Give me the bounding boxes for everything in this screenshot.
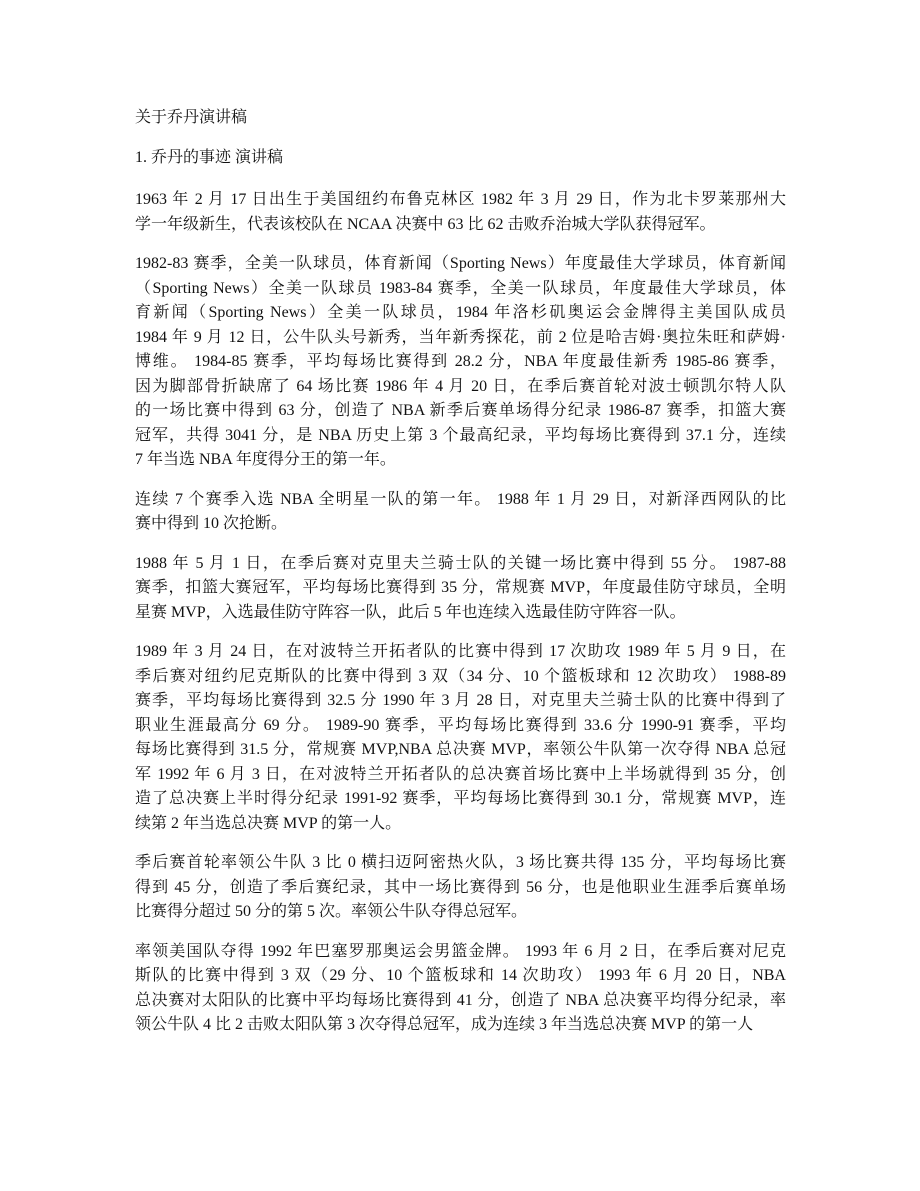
paragraph-line: 1988 年 5 月 1 日，在季后赛对克里夫兰骑士队的关键一场比赛中得到 55 分。 1987-88 (135, 554, 786, 572)
paragraph-line: 赛季，扣篮大赛冠军，平均每场比赛得到 35 分，常规赛 MVP，年度最佳防守球员，全明 (135, 579, 786, 596)
paragraph-line: 每场比赛得到 31.5 分，常规赛 MVP,NBA 总决赛 MVP，率领公牛队第一次夺得 NBA 总冠 (135, 741, 786, 758)
paragraph-line: 赛中得到 10 次抢断。 (135, 515, 288, 532)
paragraph (135, 851, 786, 925)
paragraph-line: 学一年级新生，代表该校队在 NCAA 决赛中 63 比 62 击败乔治城大学队获得冠军。 (135, 215, 716, 233)
paragraph-line: 连续 7 个赛季入选 NBA 全明星一队的第一年。 1988 年 1 月 29 日，对新泽西网队的比 (135, 490, 786, 508)
paragraph-line: 职业生涯最高分 69 分。 1989-90 赛季，平均每场比赛得到 33.6 分 1990-91 赛季，平均 (135, 716, 786, 734)
paragraph-line: 季后赛首轮率领公牛队 3 比 0 横扫迈阿密热火队，3 场比赛共得 135 分，平均每场比赛 (135, 854, 786, 871)
paragraph-line: 1982-83 赛季，全美一队球员，体育新闻（Sporting News）年度最佳大学球员，体育新闻 (135, 255, 786, 272)
paragraph (135, 940, 786, 1038)
paragraph-line: 领公牛队 4 比 2 击败太阳队第 3 次夺得总冠军，成为连续 3 年当选总决赛 MVP 的第一人 (135, 1016, 754, 1033)
paragraph (135, 552, 786, 626)
paragraph (135, 488, 786, 537)
paragraph-line: 冠军，共得 3041 分，是 NBA 历史上第 3 个最高纪录，平均每场比赛得到 37.1 分，连续 (135, 426, 786, 444)
paragraph-line: 7 年当选 NBA 年度得分王的第一年。 (135, 451, 396, 468)
paragraph-line: 1989 年 3 月 24 日，在对波特兰开拓者队的比赛中得到 17 次助攻 1989 年 5 月 9 日，在 (135, 643, 786, 660)
paragraph-line: 育新闻（Sporting News）全美一队球员，1984 年洛杉矶奥运会金牌得主美国队成员 (135, 304, 786, 321)
paragraph-line: 因为脚部骨折缺席了 64 场比赛 1986 年 4 月 20 日，在季后赛首轮对波士顿凯尔特人队 (135, 377, 786, 395)
paragraph-line: 季后赛对纽约尼克斯队的比赛中得到 3 双（34 分、10 个篮板球和 12 次助攻） 1988-89 (135, 667, 786, 685)
paragraph-line: 率领美国队夺得 1992 年巴塞罗那奥运会男篮金牌。 1993 年 6 月 2 日，在季后赛对尼克 (135, 942, 786, 960)
paragraph-line: 得到 45 分，创造了季后赛纪录，其中一场比赛得到 56 分，也是他职业生涯季后赛单场 (135, 878, 786, 896)
paragraph-line: 1984 年 9 月 12 日，公牛队头号新秀，当年新秀探花，前 2 位是哈吉姆·奥拉朱旺和萨姆· (135, 328, 786, 346)
paragraphs (135, 188, 786, 1038)
paragraph-line: 1963 年 2 月 17 日出生于美国纽约布鲁克林区 1982 年 3 月 29 日，作为北卡罗莱那州大 (135, 191, 786, 208)
paragraph-line: 续第 2 年当选总决赛 MVP 的第一人。 (135, 814, 402, 832)
paragraph-line: 斯队的比赛中得到 3 双（29 分、10 个篮板球和 14 次助攻） 1993 年 6 月 20 日，NBA (135, 967, 786, 984)
section-heading: 1. 乔丹的事迹 演讲稿 (135, 149, 284, 166)
document-body (135, 106, 786, 1053)
paragraph-line: 总决赛对太阳队的比赛中平均每场比赛得到 41 分，创造了 NBA 总决赛平均得分纪录，率 (135, 991, 786, 1009)
paragraph-line: 博维。 1984-85 赛季，平均每场比赛得到 28.2 分，NBA 年度最佳新秀 1985-86 赛季， (135, 353, 786, 370)
paragraph (135, 188, 786, 237)
paragraph (135, 640, 786, 836)
paragraph-line: 赛季，平均每场比赛得到 32.5 分 1990 年 3 月 28 日，对克里夫兰骑士队的比赛中得到了 (135, 692, 786, 709)
document-title: 关于乔丹演讲稿 (135, 109, 248, 126)
paragraph-line: 比赛得分超过 50 分的第 5 次。率领公牛队夺得总冠军。 (135, 903, 528, 920)
paragraph-line: 星赛 MVP，入选最佳防守阵容一队，此后 5 年也连续入选最佳防守阵容一队。 (135, 603, 686, 621)
paragraph-line: 的一场比赛中得到 63 分，创造了 NBA 新季后赛单场得分纪录 1986-87 赛季，扣篮大赛 (135, 402, 786, 419)
paragraph-line: （Sporting News）全美一队球员 1983-84 赛季，全美一队球员，年度最佳大学球员，体 (135, 279, 786, 297)
paragraph-line: 军 1992 年 6 月 3 日，在对波特兰开拓者队的总决赛首场比赛中上半场就得到 35 分，创 (135, 765, 786, 783)
paragraph-line: 造了总决赛上半时得分纪录 1991-92 赛季，平均每场比赛得到 30.1 分，常规赛 MVP，连 (135, 790, 786, 807)
paragraph (135, 252, 786, 473)
